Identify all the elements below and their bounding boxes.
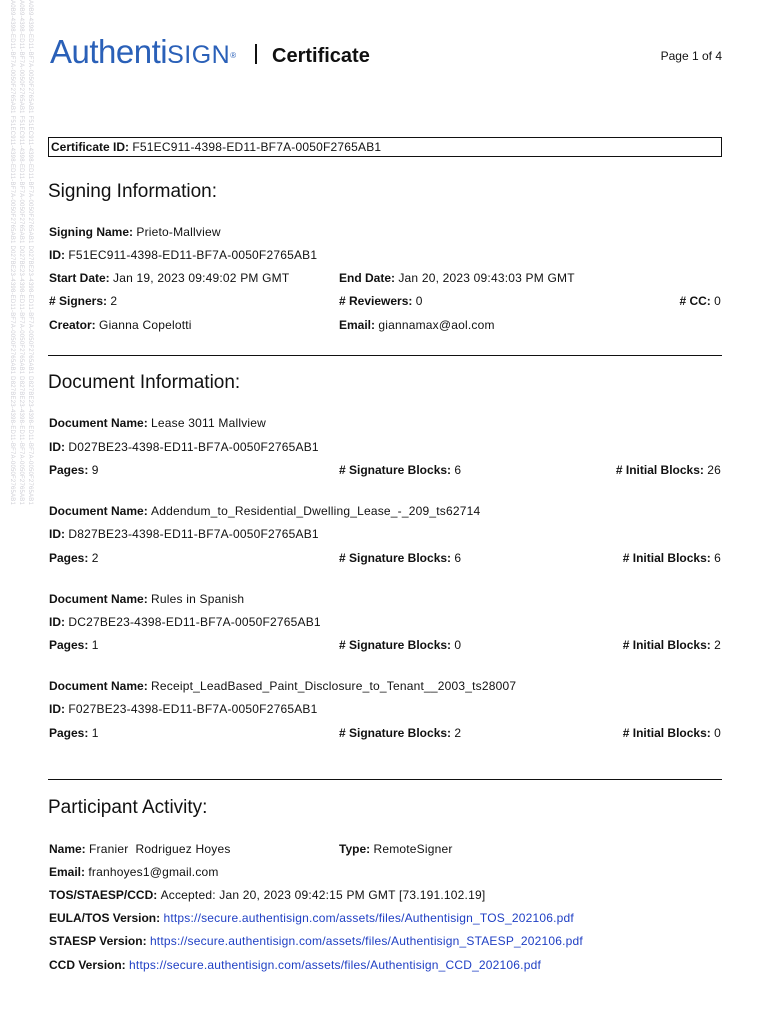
field-label: Email: bbox=[339, 318, 376, 332]
field-label: # Initial Blocks: bbox=[622, 551, 711, 565]
field-label: EULA/TOS Version: bbox=[49, 911, 161, 925]
field-label: TOS/STAESP/CCD: bbox=[49, 888, 158, 902]
section-divider bbox=[48, 355, 722, 356]
signature-blocks: 6 bbox=[454, 463, 462, 477]
end-date: Jan 20, 2023 09:43:03 PM GMT bbox=[398, 271, 575, 285]
participant-type: RemoteSigner bbox=[373, 842, 453, 856]
document-entry bbox=[48, 591, 722, 661]
signing-id: F51EC911-4398-ED11-BF7A-0050F2765AB1 bbox=[68, 248, 318, 262]
document-id: D027BE23-4398-ED11-BF7A-0050F2765AB1 bbox=[68, 440, 319, 454]
field-label: ID: bbox=[49, 248, 65, 262]
document-entry bbox=[48, 415, 722, 485]
document-name: Addendum_to_Residential_Dwelling_Lease_-_209_ts62714 bbox=[151, 504, 481, 518]
field-label: Creator: bbox=[49, 318, 96, 332]
field-label: Pages: bbox=[49, 638, 89, 652]
signature-blocks: 2 bbox=[454, 726, 462, 740]
signing-name: Prieto-Mallview bbox=[136, 225, 221, 239]
field-label: Pages: bbox=[49, 551, 89, 565]
creator-name: Gianna Copelotti bbox=[99, 318, 192, 332]
field-label: Type: bbox=[339, 842, 371, 856]
field-label: ID: bbox=[49, 702, 65, 716]
field-label: # CC: bbox=[679, 294, 711, 308]
header bbox=[50, 34, 722, 74]
document-pages: 1 bbox=[91, 726, 99, 740]
initial-blocks: 0 bbox=[714, 726, 721, 740]
security-strip-text: A0B9-4398-ED11-BF7A-0050F2765AB1 F51EC911-4398-ED11-BF7A-0050F2765AB1 D027BE23-4398-ED11-BF7A-0050F2765AB1 D827BE23-4398-ED11-BF7A-0050F2765AB1 bbox=[9, 0, 15, 506]
field-label: # Initial Blocks: bbox=[615, 463, 704, 477]
security-strip-text: A0B9-4398-ED11-BF7A-0050F2765AB1 F51EC911-4398-ED11-BF7A-0050F2765AB1 D027BE23-4398-ED11-BF7A-0050F2765AB1 D827BE23-4398-ED11-BF7A-0050F2765AB1 bbox=[18, 0, 24, 506]
field-label: ID: bbox=[49, 440, 65, 454]
signature-blocks: 6 bbox=[454, 551, 462, 565]
signing-creator-row bbox=[48, 317, 721, 333]
section-divider bbox=[48, 779, 722, 780]
field-label: Email: bbox=[49, 865, 86, 879]
signing-counts-row bbox=[48, 293, 721, 309]
document-entry bbox=[48, 678, 722, 748]
staesp-link[interactable]: https://secure.authentisign.com/assets/files/Authentisign_STAESP_202106.pdf bbox=[149, 934, 583, 948]
participant-email-row bbox=[48, 864, 721, 880]
document-id: DC27BE23-4398-ED11-BF7A-0050F2765AB1 bbox=[68, 615, 321, 629]
signature-blocks: 0 bbox=[454, 638, 462, 652]
field-label: ID: bbox=[49, 527, 65, 541]
certificate-id-label: Certificate ID: bbox=[51, 140, 130, 154]
initial-blocks: 26 bbox=[707, 463, 721, 477]
participant-tos-row bbox=[48, 887, 721, 903]
ccd-link[interactable]: https://secure.authentisign.com/assets/files/Authentisign_CCD_202106.pdf bbox=[129, 958, 541, 972]
document-name: Receipt_LeadBased_Paint_Disclosure_to_Tenant__2003_ts28007 bbox=[151, 679, 517, 693]
document-id: D827BE23-4398-ED11-BF7A-0050F2765AB1 bbox=[68, 527, 319, 541]
field-label: Document Name: bbox=[49, 504, 148, 518]
page-title: Certificate bbox=[272, 45, 370, 67]
field-label: Document Name: bbox=[49, 679, 148, 693]
certificate-id-box bbox=[48, 137, 722, 157]
logo-registered-mark: ® bbox=[230, 51, 236, 60]
field-label: CCD Version: bbox=[49, 958, 126, 972]
signing-info-heading: Signing Information: bbox=[48, 181, 217, 202]
signing-name-row bbox=[48, 224, 721, 240]
field-label: Start Date: bbox=[49, 271, 110, 285]
field-label: # Initial Blocks: bbox=[622, 638, 711, 652]
document-pages: 1 bbox=[91, 638, 99, 652]
document-info-heading: Document Information: bbox=[48, 372, 241, 393]
participant-staesp-row bbox=[48, 933, 721, 949]
authentisign-logo bbox=[50, 34, 236, 73]
header-divider bbox=[255, 44, 257, 64]
field-label: End Date: bbox=[339, 271, 396, 285]
document-id: F027BE23-4398-ED11-BF7A-0050F2765AB1 bbox=[68, 702, 318, 716]
certificate-id-value: F51EC911-4398-ED11-BF7A-0050F2765AB1 bbox=[132, 140, 382, 154]
creator-email: giannamax@aol.com bbox=[378, 318, 495, 332]
field-label: Signing Name: bbox=[49, 225, 134, 239]
signers-count: 2 bbox=[110, 294, 118, 308]
field-label: Pages: bbox=[49, 726, 89, 740]
document-pages: 2 bbox=[91, 551, 99, 565]
document-pages: 9 bbox=[91, 463, 99, 477]
participant-eula-row bbox=[48, 910, 721, 926]
initial-blocks: 2 bbox=[714, 638, 721, 652]
field-label: # Signature Blocks: bbox=[339, 638, 452, 652]
side-security-strip bbox=[0, 0, 40, 1024]
signing-dates-row bbox=[48, 270, 721, 286]
security-strip-text: A0B9-4398-ED11-BF7A-0050F2765AB1 F51EC911-4398-ED11-BF7A-0050F2765AB1 D027BE23-4398-ED11-BF7A-0050F2765AB1 D827BE23-4398-ED11-BF7A-0050F2765AB1 bbox=[27, 0, 33, 506]
logo-text-main: Authenti bbox=[50, 33, 168, 70]
field-label: # Signature Blocks: bbox=[339, 463, 452, 477]
eula-tos-link[interactable]: https://secure.authentisign.com/assets/files/Authentisign_TOS_202106.pdf bbox=[163, 911, 574, 925]
page-number: Page 1 of 4 bbox=[660, 49, 722, 63]
document-entry bbox=[48, 503, 722, 573]
cc-count: 0 bbox=[714, 294, 721, 308]
field-label: Document Name: bbox=[49, 416, 148, 430]
field-label: # Signers: bbox=[49, 294, 108, 308]
participant-name: Franier Rodriguez Hoyes bbox=[89, 842, 231, 856]
participant-email: franhoyes1@gmail.com bbox=[88, 865, 219, 879]
start-date: Jan 19, 2023 09:49:02 PM GMT bbox=[113, 271, 290, 285]
field-label: STAESP Version: bbox=[49, 934, 147, 948]
field-label: Name: bbox=[49, 842, 86, 856]
document-name: Lease 3011 Mallview bbox=[151, 416, 267, 430]
document-name: Rules in Spanish bbox=[151, 592, 245, 606]
logo-text-sign: SIGN bbox=[167, 41, 231, 69]
participant-activity-heading: Participant Activity: bbox=[48, 797, 208, 818]
field-label: Document Name: bbox=[49, 592, 148, 606]
initial-blocks: 6 bbox=[714, 551, 721, 565]
participant-ccd-row bbox=[48, 957, 721, 973]
field-label: # Initial Blocks: bbox=[622, 726, 711, 740]
field-label: ID: bbox=[49, 615, 65, 629]
reviewers-count: 0 bbox=[415, 294, 423, 308]
field-label: # Signature Blocks: bbox=[339, 551, 452, 565]
field-label: # Signature Blocks: bbox=[339, 726, 452, 740]
signing-id-row bbox=[48, 247, 721, 263]
tos-acceptance: Accepted: Jan 20, 2023 09:42:15 PM GMT [73.191.102.19] bbox=[160, 888, 486, 902]
participant-name-row bbox=[48, 841, 721, 857]
field-label: # Reviewers: bbox=[339, 294, 413, 308]
field-label: Pages: bbox=[49, 463, 89, 477]
